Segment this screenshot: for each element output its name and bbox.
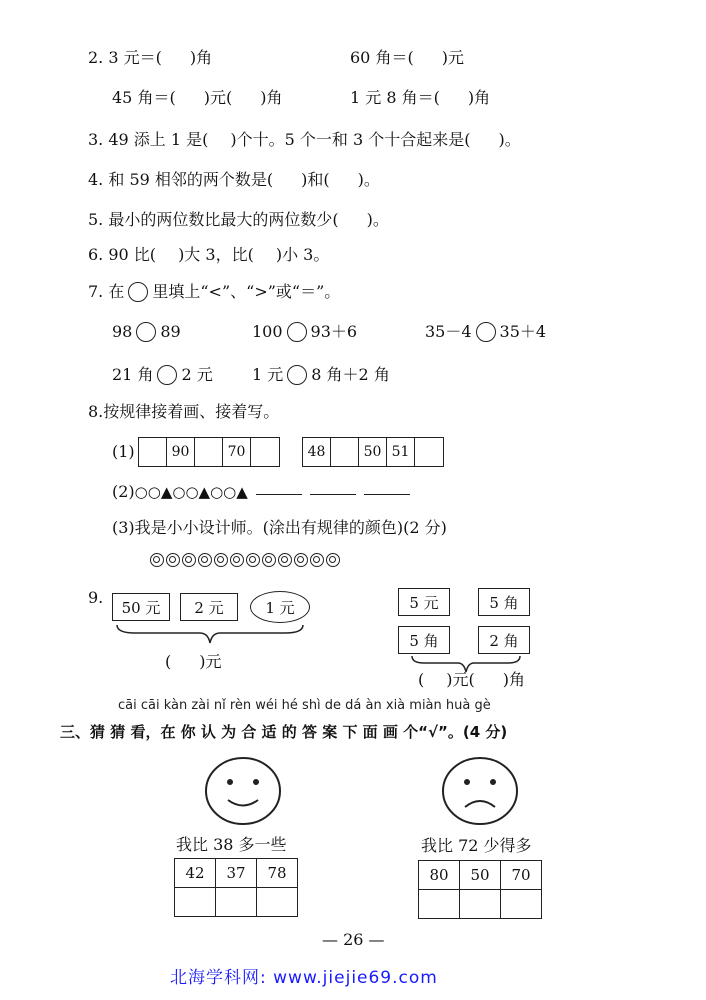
- q9-right-mid: )元(: [446, 670, 475, 689]
- ring-icon[interactable]: [214, 553, 228, 567]
- option-cell: 50: [460, 861, 501, 890]
- money-card-2-yuan: 2 元: [180, 593, 238, 621]
- q4-text1: 和 59 相邻的两个数是(: [108, 170, 274, 189]
- check-cell[interactable]: [460, 890, 501, 919]
- q8-p1-label: (1): [112, 442, 135, 461]
- q3-line: [88, 130, 521, 150]
- answer-line[interactable]: [256, 494, 302, 495]
- site-footer[interactable]: 北海学科网: www.jiejie69.com: [170, 968, 438, 988]
- q7-title: [88, 282, 340, 302]
- check-cell[interactable]: [175, 888, 216, 917]
- sequence-cell[interactable]: [195, 438, 223, 466]
- q3-number: 3.: [88, 130, 104, 149]
- q5-text2: )。: [366, 210, 389, 229]
- compare-left: 100: [252, 322, 283, 341]
- compare-circle-input[interactable]: [136, 322, 156, 342]
- q5-number: 5.: [88, 210, 104, 229]
- q3-text3: )。: [498, 130, 521, 149]
- sequence-cell[interactable]: [139, 438, 167, 466]
- compare-left: 21 角: [112, 365, 154, 384]
- q2-line2-right: [350, 88, 490, 108]
- money-card-5-jiao: 5 角: [478, 588, 530, 616]
- ring-icon[interactable]: [150, 553, 164, 567]
- check-cell[interactable]: [419, 890, 460, 919]
- compare-circle-input[interactable]: [476, 322, 496, 342]
- page-number: — 26 —: [322, 930, 385, 949]
- sequence-cell[interactable]: 51: [387, 438, 415, 466]
- q2-c-post: )角: [260, 88, 283, 107]
- ring-icon[interactable]: [166, 553, 180, 567]
- q6-text3: )小 3。: [275, 245, 330, 264]
- q3-text1: 49 添上 1 是(: [108, 130, 209, 149]
- compare-circle-input[interactable]: [287, 322, 307, 342]
- option-cell: 80: [419, 861, 460, 890]
- q6-text2: )大 3，比(: [178, 245, 254, 264]
- check-cell[interactable]: [216, 888, 257, 917]
- option-cell: 70: [501, 861, 542, 890]
- q4-text3: )。: [357, 170, 380, 189]
- q2-a-post: )角: [189, 48, 213, 67]
- q9-right-answer: [418, 670, 525, 690]
- q8-p2-label: (2): [112, 482, 135, 501]
- ring-icon[interactable]: [182, 553, 196, 567]
- q7-text-pre: 在: [108, 282, 125, 301]
- q8-title-text: 按规律接着画、接着写。: [103, 402, 280, 421]
- ring-icon[interactable]: [246, 553, 260, 567]
- q7-row1-item3: [425, 322, 546, 342]
- option-cell: 42: [175, 859, 216, 888]
- q6-number: 6.: [88, 245, 104, 264]
- q7-row2-item2: [252, 365, 390, 385]
- answer-line[interactable]: [364, 494, 410, 495]
- q7-number: 7.: [88, 282, 104, 301]
- ring-icon[interactable]: [294, 553, 308, 567]
- q9-number: 9.: [88, 588, 104, 607]
- q2-d-post: )角: [467, 88, 491, 107]
- compare-circle-input[interactable]: [287, 365, 307, 385]
- q5-text1: 最小的两位数比最大的两位数少(: [108, 210, 339, 229]
- q8-title: [88, 402, 279, 422]
- q2-c-pre: 45 角＝(: [112, 88, 176, 107]
- left-caption: 我比 38 多一些: [176, 835, 287, 854]
- right-answer-grid: [418, 860, 542, 919]
- sequence-cell[interactable]: 90: [167, 438, 195, 466]
- sequence-cell[interactable]: 50: [359, 438, 387, 466]
- q8-p2: [112, 482, 410, 502]
- money-card-5-jiao: 5 角: [398, 626, 450, 654]
- q2-b-post: )元: [441, 48, 464, 67]
- compare-right: 8 角＋2 角: [311, 365, 390, 384]
- left-answer-grid: [174, 858, 298, 917]
- ring-icon[interactable]: [326, 553, 340, 567]
- sad-face-icon: [440, 755, 520, 827]
- q2-line1-right: [350, 48, 464, 68]
- money-card-2-jiao: 2 角: [478, 626, 530, 654]
- money-card-50-yuan: 50 元: [112, 593, 170, 621]
- sequence-cell[interactable]: [251, 438, 279, 466]
- check-cell[interactable]: [501, 890, 542, 919]
- check-cell[interactable]: [257, 888, 298, 917]
- compare-left: 98: [112, 322, 133, 341]
- q7-row1-item2: [252, 322, 357, 342]
- sequence-box-2: [302, 437, 444, 467]
- section3-title: 三、猜 猜 看，在 你 认 为 合 适 的 答 案 下 面 画 个“√”。(4 分): [60, 723, 508, 741]
- ring-pattern[interactable]: [150, 553, 342, 567]
- q2-line2-left: [112, 88, 282, 108]
- sequence-cell[interactable]: [415, 438, 443, 466]
- q4-text2: )和(: [301, 170, 330, 189]
- q2-line1-left: [88, 48, 212, 68]
- q7-text-post: 里填上“<”、“>”或“＝”。: [152, 282, 341, 301]
- ring-icon[interactable]: [262, 553, 276, 567]
- compare-right: 93＋6: [310, 322, 358, 341]
- q4-line: [88, 170, 380, 190]
- q9-left-answer: [165, 652, 222, 672]
- q4-number: 4.: [88, 170, 104, 189]
- q7-row2-item1: [112, 365, 213, 385]
- compare-circle-input[interactable]: [157, 365, 177, 385]
- compare-left: 35－4: [425, 322, 472, 341]
- paren-open: (: [418, 670, 425, 689]
- compare-right: 2 元: [181, 365, 213, 384]
- answer-line[interactable]: [310, 494, 356, 495]
- smiley-face-icon: [203, 755, 283, 827]
- ring-icon[interactable]: [310, 553, 324, 567]
- q2-a-pre: 3 元＝(: [108, 48, 162, 67]
- q6-text1: 90 比(: [108, 245, 157, 264]
- money-coin-1-yuan: 1 元: [250, 591, 310, 623]
- sequence-box-1: [138, 437, 280, 467]
- q5-line: [88, 210, 389, 230]
- option-cell: 78: [257, 859, 298, 888]
- sequence-cell[interactable]: 70: [223, 438, 251, 466]
- q9-right-unit: )角: [502, 670, 525, 689]
- q2-c-mid: )元(: [203, 88, 233, 107]
- q7-row1-item1: [112, 322, 181, 342]
- sequence-cell[interactable]: 48: [303, 438, 331, 466]
- q6-line: [88, 245, 329, 265]
- q8-p3: (3)我是小小设计师。(涂出有规律的颜色)(2 分): [112, 518, 447, 537]
- q8-number: 8.: [88, 402, 104, 421]
- pattern-shapes: ○○▲○○▲○○▲: [134, 483, 248, 501]
- q9-left-unit: )元: [199, 652, 222, 671]
- option-cell: 37: [216, 859, 257, 888]
- sequence-cell[interactable]: [331, 438, 359, 466]
- q2-b-pre: 60 角＝(: [350, 48, 414, 67]
- compare-right: 89: [160, 322, 181, 341]
- left-brace: [115, 623, 305, 645]
- q2-d-pre: 1 元 8 角＝(: [350, 88, 440, 107]
- ring-icon[interactable]: [198, 553, 212, 567]
- q2-number: 2.: [88, 48, 104, 67]
- q3-text2: )个十。5 个一和 3 个十合起来是(: [230, 130, 471, 149]
- ring-icon[interactable]: [278, 553, 292, 567]
- section3-pinyin: cāi cāi kàn zài nǐ rèn wéi hé shì de dá àn xià miàn huà gè: [118, 698, 491, 713]
- money-card-5-yuan: 5 元: [398, 588, 450, 616]
- circle-icon: [128, 282, 148, 302]
- right-caption: 我比 72 少得多: [421, 836, 532, 855]
- paren-open: (: [165, 652, 172, 671]
- compare-right: 35＋4: [499, 322, 547, 341]
- compare-left: 1 元: [252, 365, 284, 384]
- ring-icon[interactable]: [230, 553, 244, 567]
